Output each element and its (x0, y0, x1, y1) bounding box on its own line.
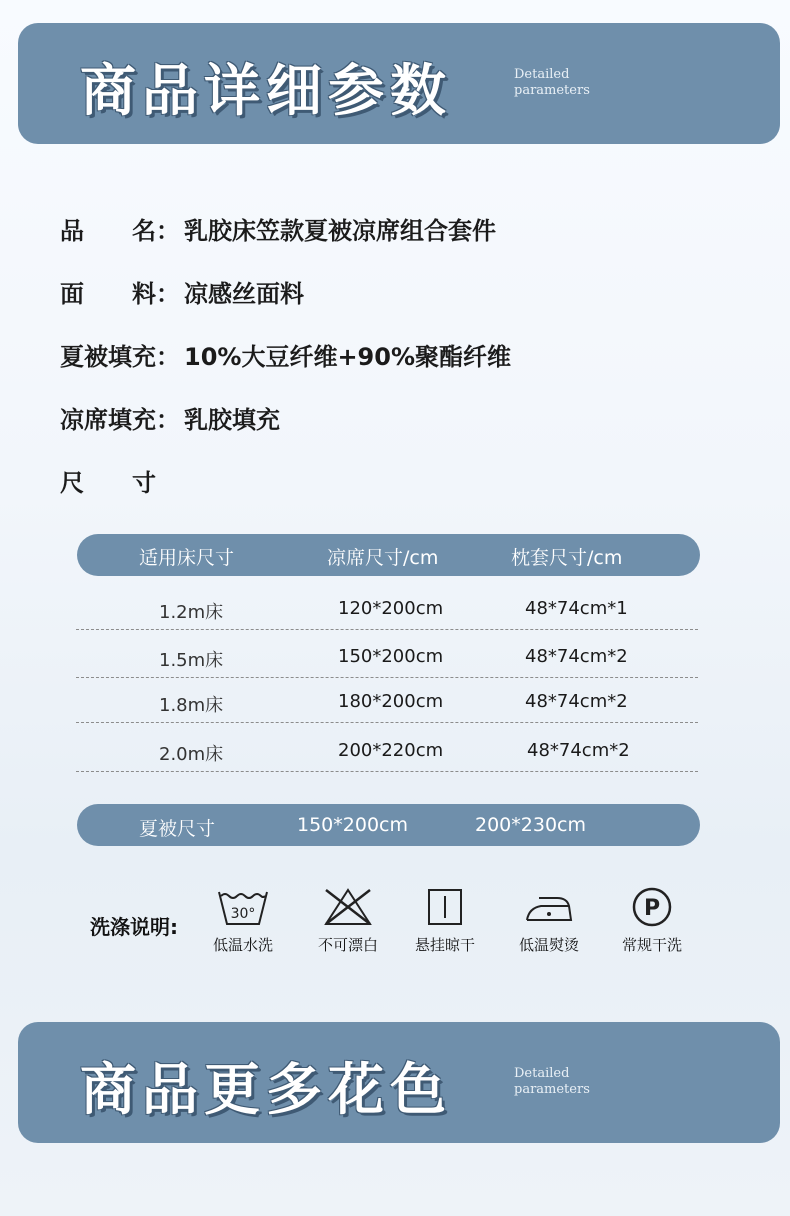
spec-label: 夏被填充： (60, 343, 180, 371)
table-row (76, 582, 698, 630)
table-cell-pillow: 48*74cm*2 (525, 691, 628, 712)
table-cell-mat: 180*200cm (338, 691, 444, 712)
hang-dry-icon (417, 886, 473, 928)
spec-value: 10%大豆纤维+90%聚酯纤维 (184, 343, 511, 371)
quilt-size-value: 200*230cm (475, 814, 586, 836)
spec-label: 尺 寸 (60, 469, 156, 497)
header-banner-bottom (18, 1022, 780, 1143)
spec-label: 凉席填充： (60, 406, 180, 434)
wash-instruction (607, 886, 697, 955)
spec-label: 面 料： (60, 280, 180, 308)
wash-label: 悬挂晾干 (414, 936, 475, 954)
table-row (76, 675, 698, 723)
dry-clean-letter: P (643, 896, 661, 921)
table-cell-bed: 2.0m床 (159, 744, 224, 765)
wash-instruction (504, 886, 594, 955)
table-cell-pillow: 48*74cm*1 (525, 598, 628, 619)
table-row (76, 724, 698, 772)
table-cell-pillow: 48*74cm*2 (527, 740, 630, 761)
wash-instruction (400, 886, 490, 955)
wash-temp-text: 30° (230, 906, 256, 922)
header-banner-top (18, 23, 780, 144)
banner-subtitle-line2: parameters (514, 1082, 590, 1097)
table-header-mat: 凉席尺寸/cm (327, 547, 439, 569)
wash-label: 不可漂白 (317, 936, 378, 954)
table-header-pillow: 枕套尺寸/cm (511, 547, 623, 569)
no-bleach-icon (320, 886, 376, 928)
quilt-size-bar (77, 804, 700, 846)
low-iron-icon (521, 886, 577, 928)
wash-30-icon (215, 886, 271, 928)
table-cell-mat: 120*200cm (338, 598, 444, 619)
spec-product-name (60, 216, 496, 246)
table-cell-mat: 150*200cm (338, 646, 444, 667)
wash-label: 低温熨烫 (518, 936, 579, 954)
page-title: 商品详细参数 (80, 59, 452, 124)
banner-subtitle (514, 1066, 634, 1098)
wash-label: 低温水洗 (212, 936, 273, 954)
table-row (76, 630, 698, 678)
wash-instruction (198, 886, 288, 955)
quilt-size-value: 150*200cm (297, 814, 408, 836)
table-cell-mat: 200*220cm (338, 740, 444, 761)
spec-value: 凉感丝面料 (184, 280, 304, 308)
banner-subtitle-line1: Detailed (514, 67, 570, 82)
banner-subtitle (514, 67, 634, 99)
spec-size-heading (60, 468, 184, 498)
section-title-more-colors: 商品更多花色 (80, 1058, 452, 1123)
table-cell-bed: 1.5m床 (159, 650, 224, 671)
spec-fabric (60, 279, 304, 309)
spec-quilt-filling (60, 342, 511, 372)
spec-mat-filling (60, 405, 280, 435)
size-table-header (77, 534, 700, 576)
table-header-bed: 适用床尺寸 (139, 547, 235, 569)
banner-subtitle-line1: Detailed (514, 1066, 570, 1081)
dry-clean-p-icon (624, 886, 680, 928)
table-cell-pillow: 48*74cm*2 (525, 646, 628, 667)
spec-label: 品 名： (60, 217, 180, 245)
spec-value: 乳胶填充 (184, 406, 280, 434)
washing-title: 洗涤说明: (90, 915, 178, 939)
table-cell-bed: 1.8m床 (159, 695, 224, 716)
table-cell-bed: 1.2m床 (159, 602, 224, 623)
quilt-size-label: 夏被尺寸 (139, 818, 216, 840)
wash-instruction (303, 886, 393, 955)
wash-label: 常规干洗 (621, 936, 682, 954)
spec-value: 乳胶床笠款夏被凉席组合套件 (184, 217, 496, 245)
banner-subtitle-line2: parameters (514, 83, 590, 98)
